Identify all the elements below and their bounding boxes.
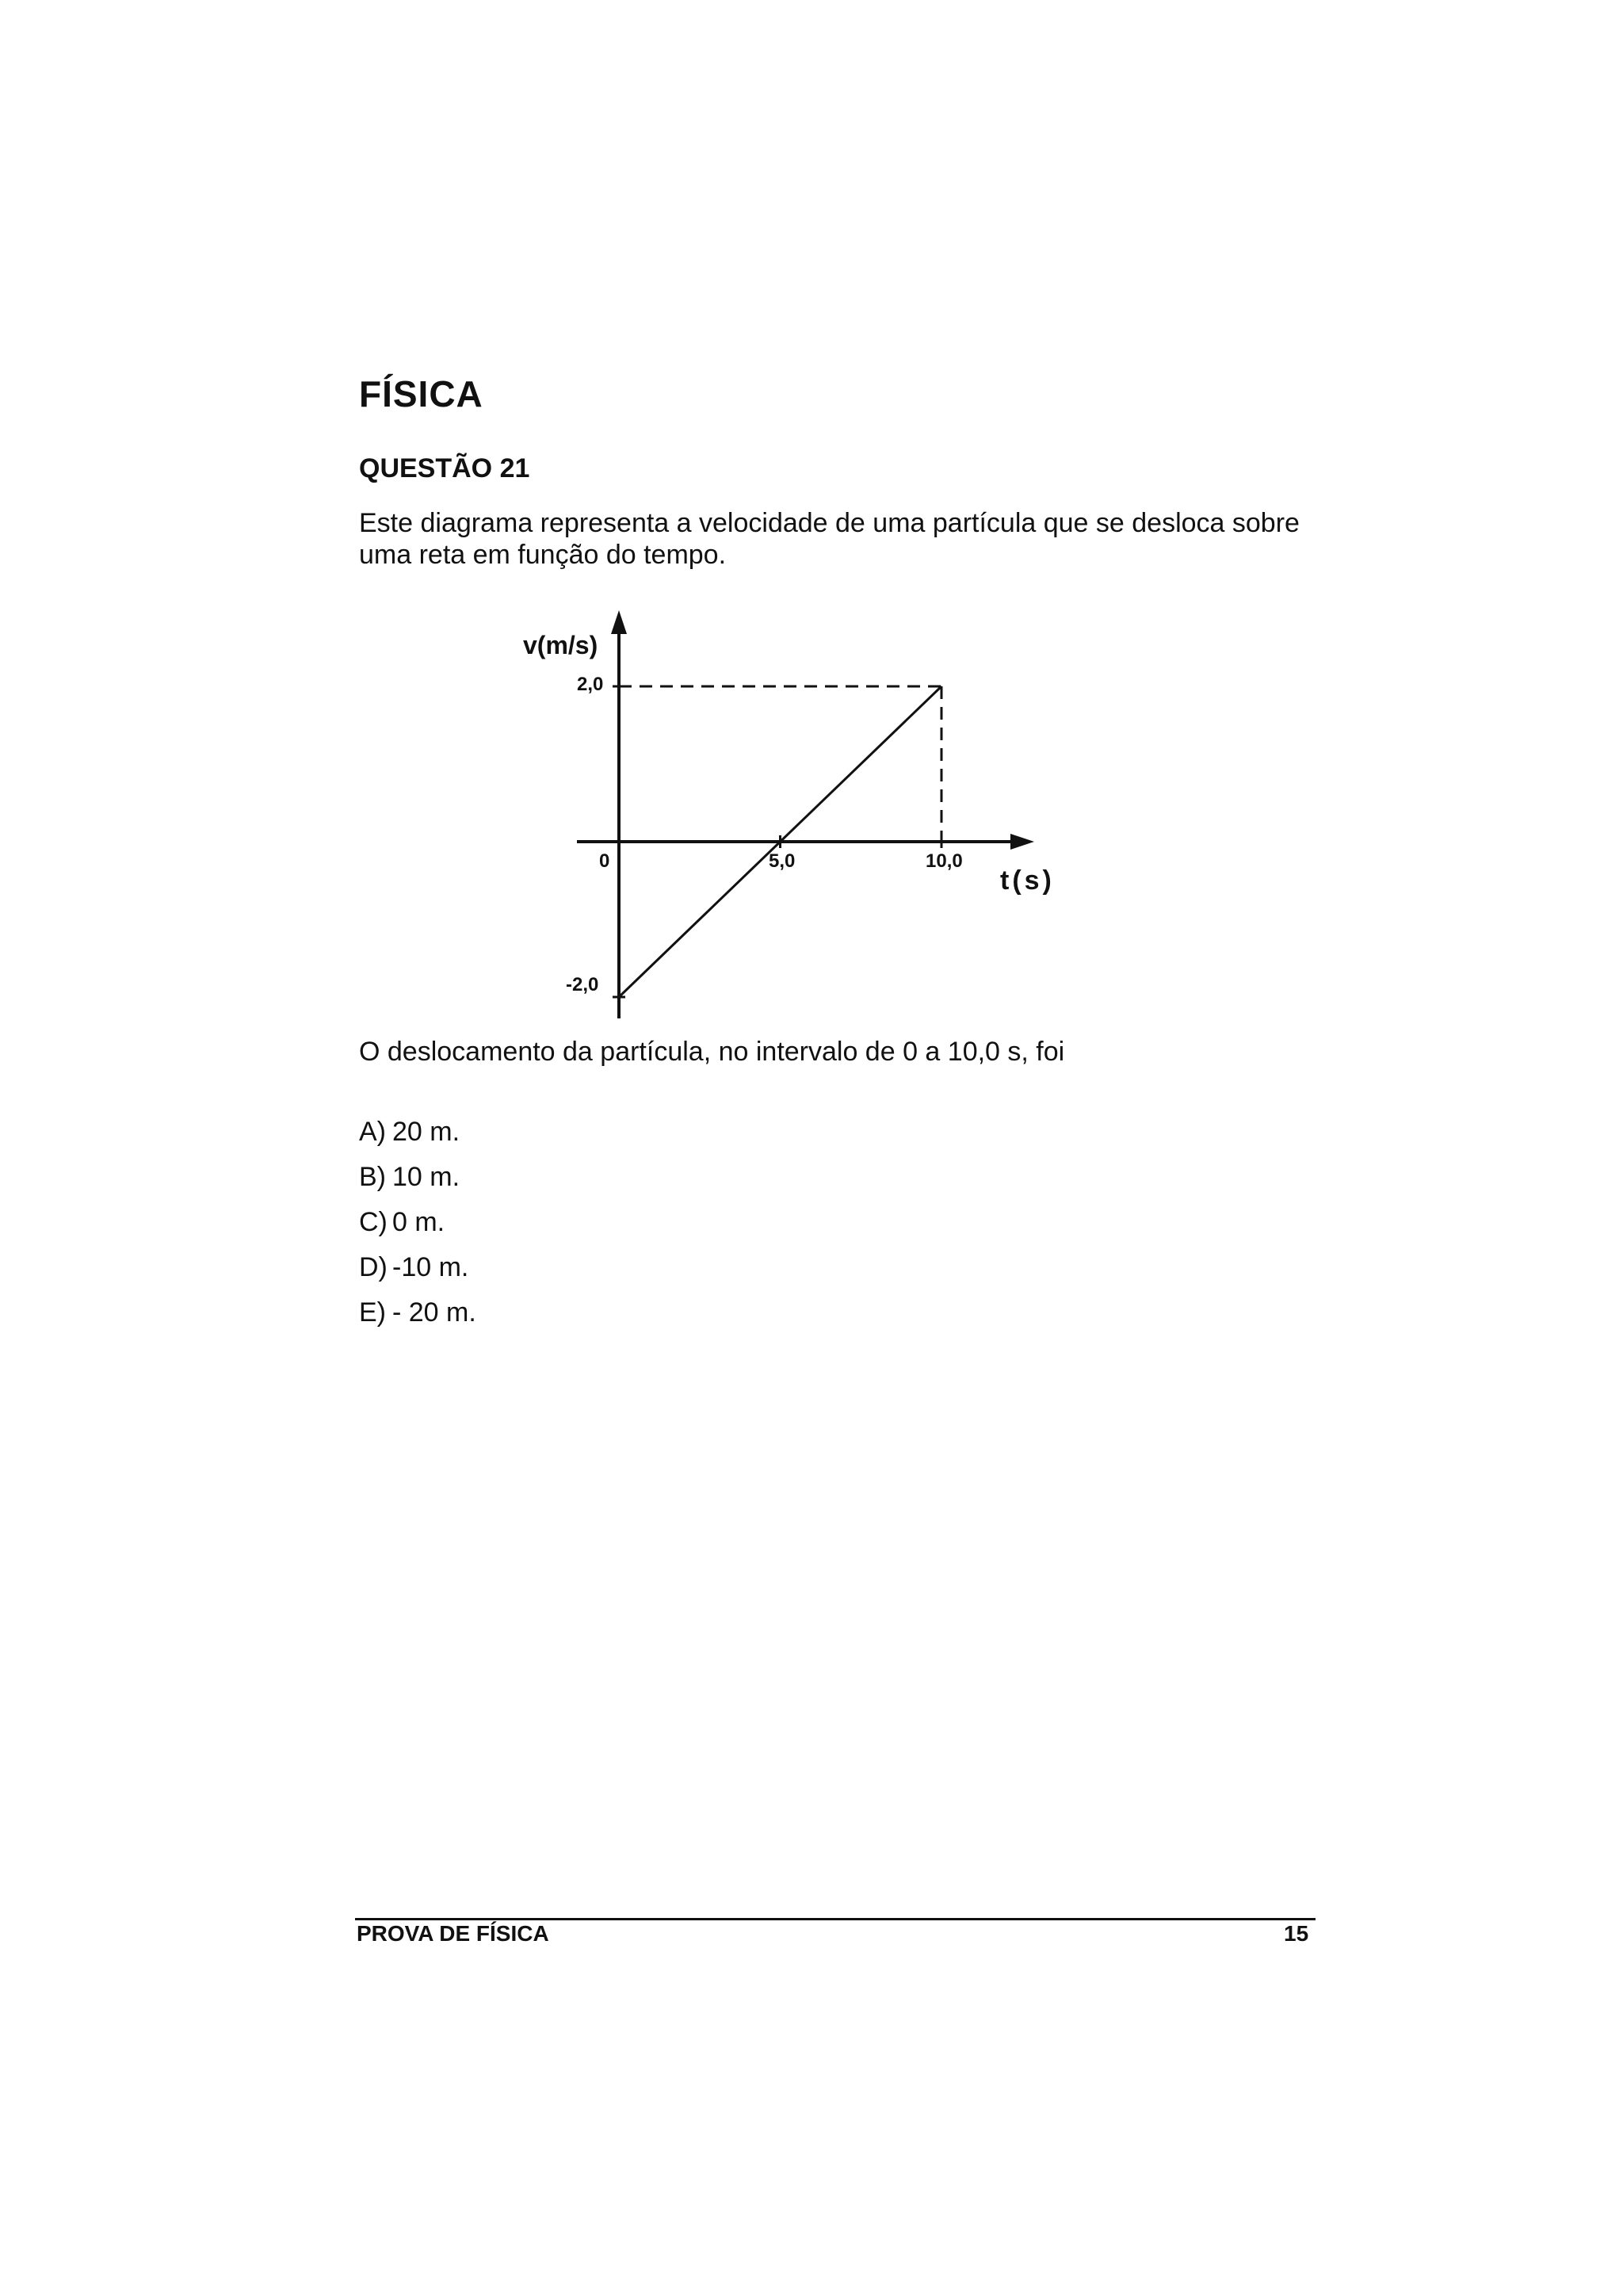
option-text: 10 m. (392, 1162, 460, 1192)
option-text: 0 m. (392, 1207, 445, 1237)
x-axis-label: t(s) (1000, 865, 1055, 896)
option-text: 20 m. (392, 1117, 460, 1147)
x-tick-label-10: 10,0 (926, 850, 963, 872)
x-tick-label-5: 5,0 (769, 850, 796, 872)
option-e[interactable] (359, 1290, 476, 1335)
option-c[interactable] (359, 1200, 476, 1245)
option-letter: B) (359, 1162, 386, 1192)
x-axis-arrow (1010, 834, 1034, 850)
graph-axes (577, 610, 1034, 1018)
answer-options (359, 1110, 476, 1335)
page-number: 15 (1284, 1921, 1309, 1946)
option-letter: D) (359, 1252, 388, 1282)
footer-divider (355, 1918, 1316, 1920)
y-tick-label-2: 2,0 (577, 674, 604, 695)
question-statement: Este diagrama representa a velocidade de uma partícula que se desloca sobre uma reta em função do tempo. (359, 508, 1300, 570)
footer-exam-title: PROVA DE FÍSICA (357, 1921, 549, 1946)
option-d[interactable] (359, 1245, 476, 1290)
option-text: -10 m. (392, 1252, 469, 1282)
option-letter: A) (359, 1117, 386, 1147)
y-axis-label: v(m/s) (523, 631, 598, 659)
option-letter: C) (359, 1207, 388, 1237)
option-text: - 20 m. (392, 1297, 476, 1328)
option-a[interactable] (359, 1110, 476, 1155)
option-letter: E) (359, 1297, 386, 1328)
y-axis-arrow (611, 610, 627, 634)
x-tick-label-0: 0 (599, 850, 610, 872)
y-tick-label-minus-2: -2,0 (566, 974, 599, 995)
question-number: QUESTÃO 21 (359, 453, 530, 483)
subject-title: FÍSICA (359, 373, 483, 415)
option-b[interactable] (359, 1155, 476, 1200)
question-prompt: O deslocamento da partícula, no intervalo de 0 a 10,0 s, foi (359, 1037, 1065, 1067)
